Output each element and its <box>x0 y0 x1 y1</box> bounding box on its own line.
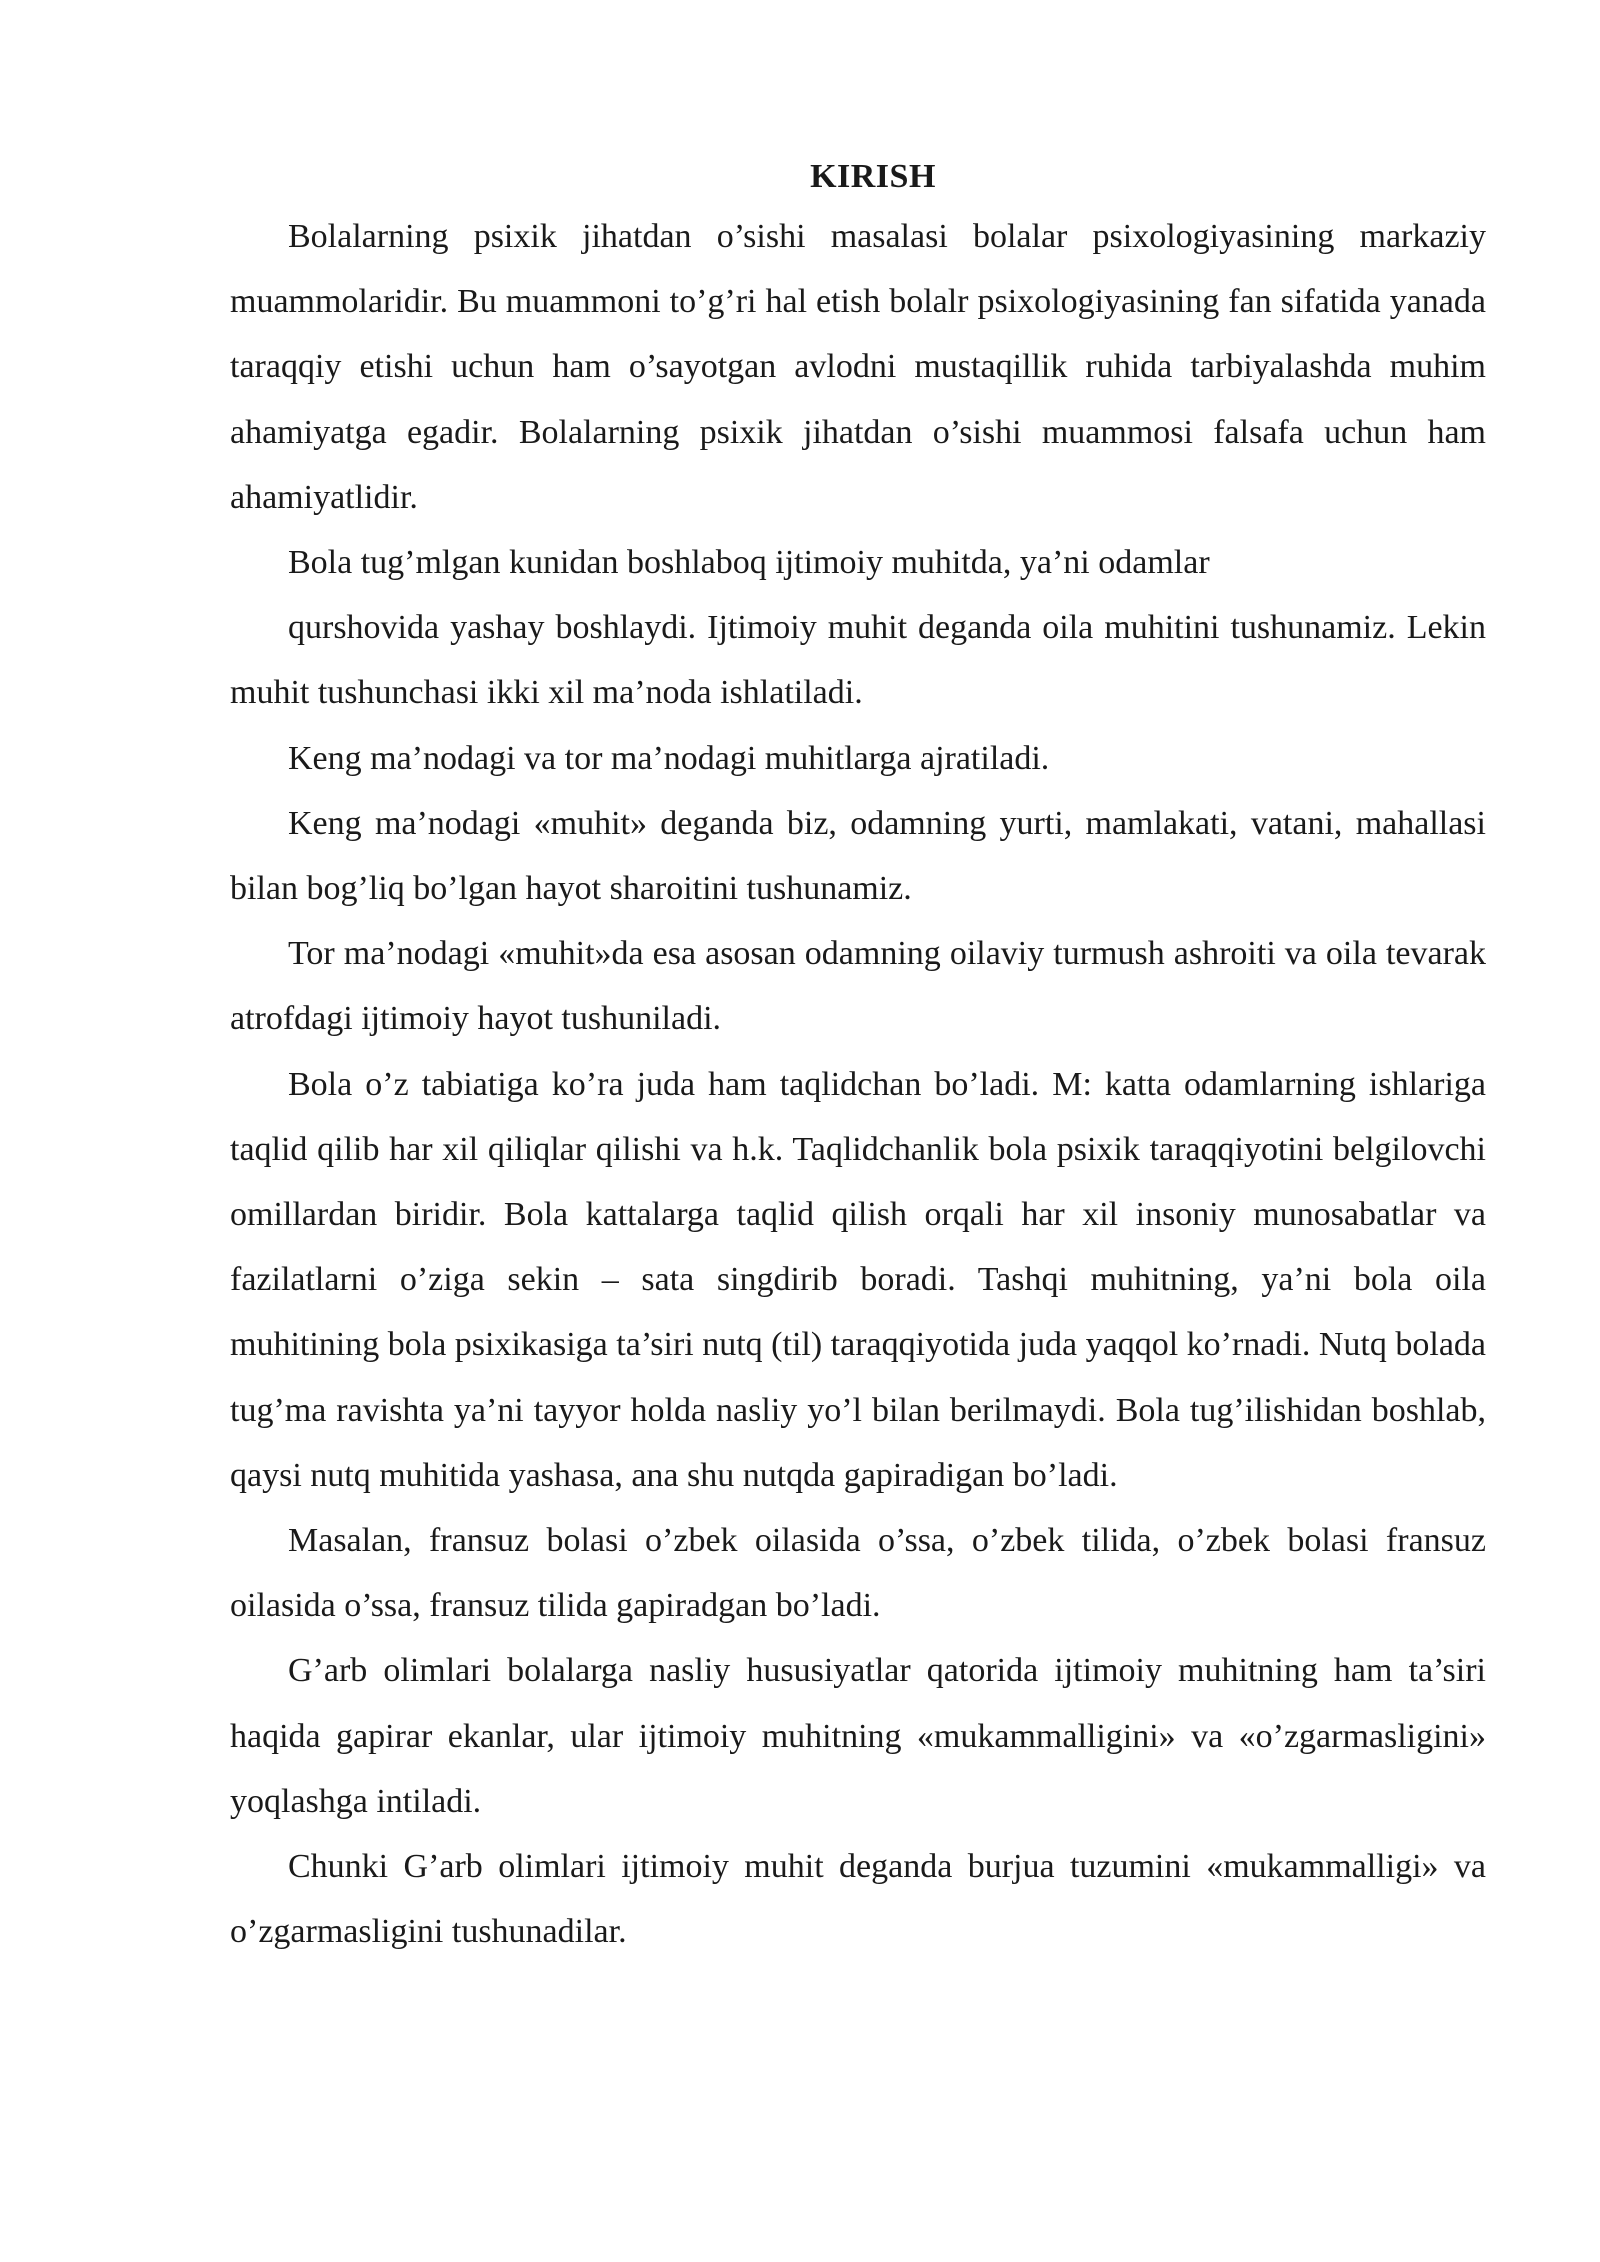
page-title: KIRISH <box>810 158 936 195</box>
paragraph-2: Bola tug’mlgan kunidan boshlaboq ijtimoiy muhitda, ya’ni odamlar <box>288 544 1210 582</box>
paragraph-3: qurshovida yashay boshlaydi. Ijtimoiy muhit deganda oila muhitini tushunamiz. Lekin muhit tushunchasi ikki xil ma’noda ishlatiladi. <box>230 609 1486 712</box>
paragraph-6: Tor ma’nodagi «muhit»da esa asosan odamning oilaviy turmush ashroiti va oila tevarak atrofdagi ijtimoiy hayot tushuniladi. <box>230 935 1486 1038</box>
document-body <box>230 150 1486 1964</box>
paragraph-5: Keng ma’nodagi «muhit» deganda biz, odamning yurti, mamlakati, vatani, mahallasi bilan bog’liq bo’lgan hayot sharoitini tushunamiz. <box>230 804 1486 908</box>
paragraph-1: Bolalarning psixik jihatdan o’sishi masalasi bolalar psixologiyasining markaziy muammolaridir. Bu muammoni to’g’ri hal etish bolalr psixologiyasining fan sifatida yanada taraqqiy etishi uchun ham o’sayotgan avlodni mustaqillik ruhida tarbiyalashda muhim ahamiyatga egadir. Bolalarning psixik jihatdan o’sishi muammosi falsafa uchun ham ahamiyatlidir. <box>230 218 1486 516</box>
paragraph-8: Masalan, fransuz bolasi o’zbek oilasida o’ssa, o’zbek tilida, o’zbek bolasi fransuz oilasida o’ssa, fransuz tilida gapiradgan bo’ladi. <box>230 1522 1486 1625</box>
paragraph-4: Keng ma’nodagi va tor ma’nodagi muhitlarga ajratiladi. <box>288 739 1050 777</box>
paragraph-9: G’arb olimlari bolalarga nasliy hususiyatlar qatorida ijtimoiy muhitning ham ta’siri haqida gapirar ekanlar, ular ijtimoiy muhitning «mukammalligini» va «o’zgarmasligini» yoqlashga intiladi. <box>230 1652 1486 1820</box>
paragraph-7: Bola o’z tabiatiga ko’ra juda ham taqlidchan bo’ladi. M: katta odamlarning ishlariga taqlid qilib har xil qiliqlar qilishi va h.k. Taqlidchanlik bola psixik taraqqiyotini belgilovchi omillardan biridir. Bola kattalarga taqlid qilish orqali har xil insoniy munosabatlar va fazilatlarni o’ziga sekin – sata singdirib boradi. Tashqi muhitning, ya’ni bola oila muhitining bola psixikasiga ta’siri nutq (til) taraqqiyotida juda yaqqol ko’rnadi. Nutq bolada tug’ma ravishta ya’ni tayyor holda nasliy yo’l bilan berilmaydi. Bola tug’ilishidan boshlab, qaysi nutq muhitida yashasa, ana shu nutqda gapiradigan bo’ladi. <box>230 1065 1486 1494</box>
paragraph-10: Chunki G’arb olimlari ijtimoiy muhit deganda burjua tuzumini «mukammalligi» va o’zgarmasligini tushunadilar. <box>230 1848 1486 1951</box>
